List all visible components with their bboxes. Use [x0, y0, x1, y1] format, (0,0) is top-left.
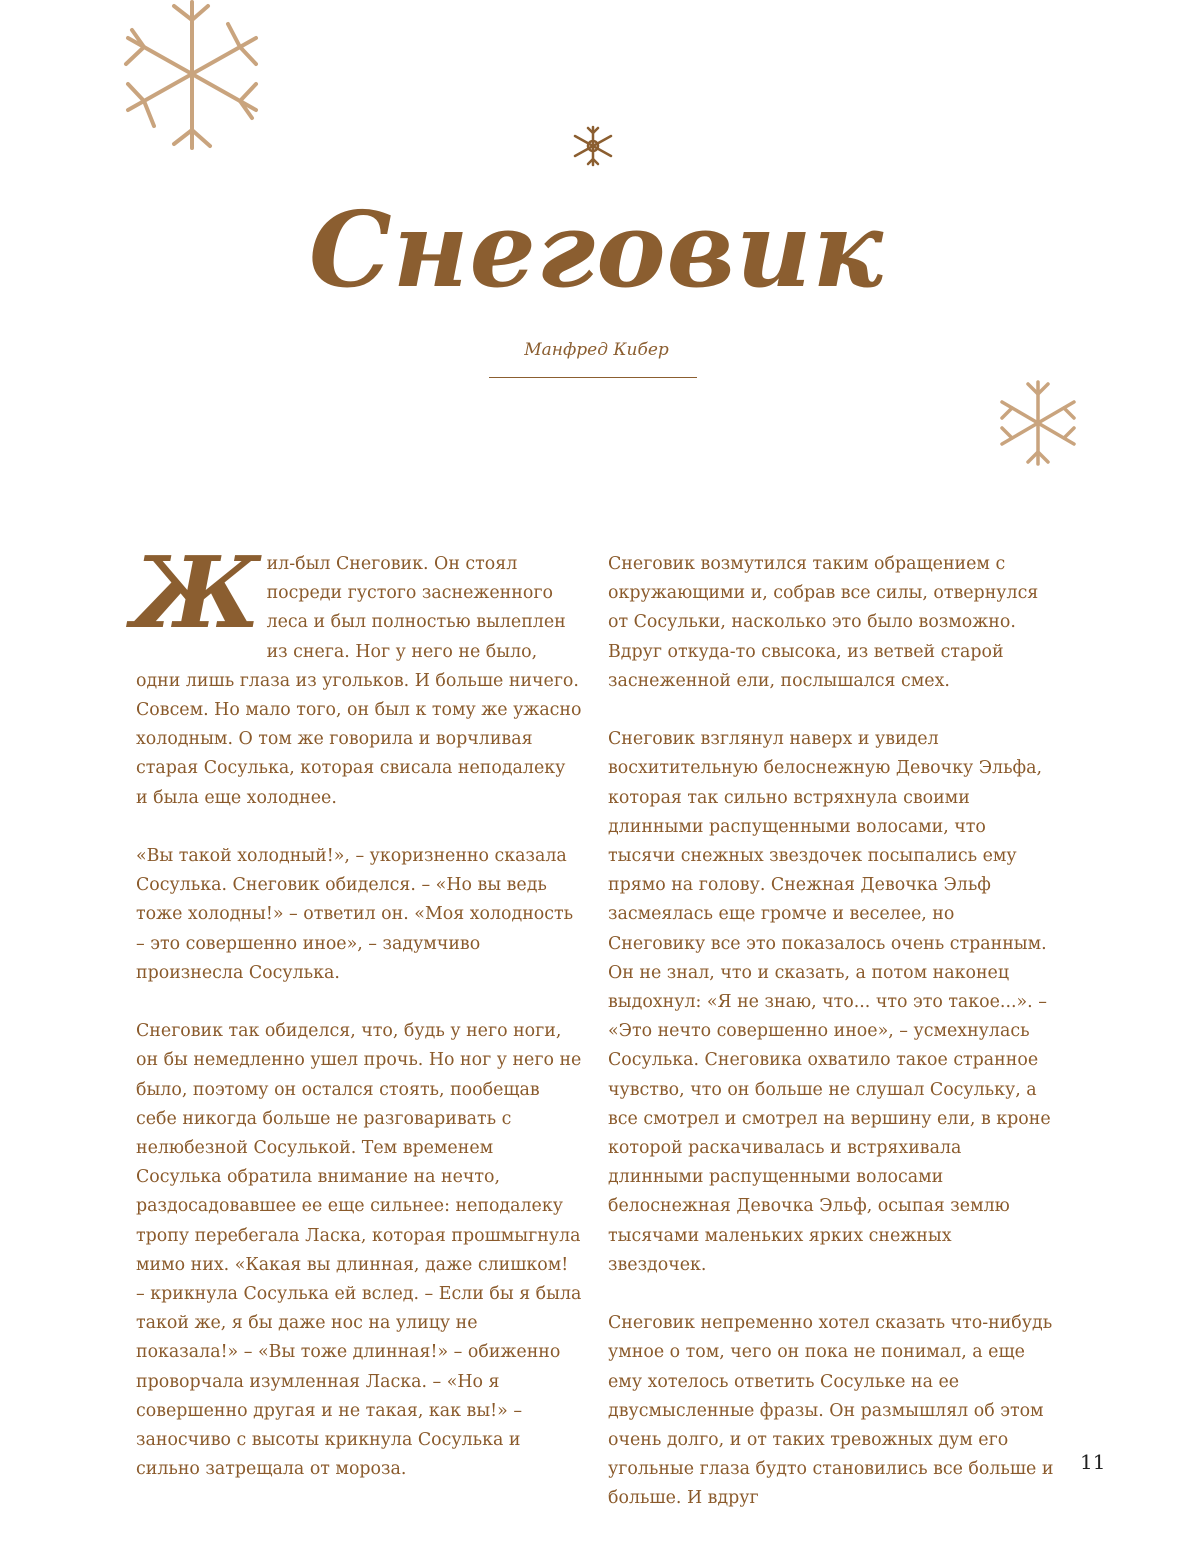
paragraph — [132, 536, 582, 813]
page-title: Снеговик — [309, 188, 884, 311]
paragraph: Снеговик так обиделся, что, будь у него ноги, он бы немедленно ушел прочь. Но ног у него не было, поэтому он остался стоять, пообещав себе никогда больше не разговаривать с нелюбезной Сосулькой. Тем временем Сосулька обратила внимание на нечто, раздосадовавшее ее еще сильнее: неподалеку тропу перебегала Ласка, которая прошмыгнула мимо них. «Какая вы длинная, даже слишком! – крикнула Сосулька ей вслед. – Если бы я была такой же, я бы даже нос на улицу не показала!» – «Вы тоже длинная!» – обиженно проворчала изумленная Ласка. – «Но я совершенно другая и не такая, как вы!» – заносчиво с высоты крикнула Сосулька и сильно затрещала от мороза. — [136, 1021, 582, 1480]
snowflake-small-icon — [998, 380, 1078, 466]
page-number: 11 — [1080, 1450, 1106, 1474]
paragraph: Снеговик возмутился таким обращением с окружающими и, собрав все силы, отвернулся от Сосульки, насколько это было возможно. Вдруг откуда-то свысока, из ветвей старой заснеженной ели, послышался смех. — [608, 554, 1039, 691]
right-column — [608, 550, 1054, 1543]
author-divider — [489, 377, 697, 378]
paragraph: Снеговик непременно хотел сказать что-нибудь умное о том, чего он пока не понимал, а еще ему хотелось ответить Сосульке на ее двусмысленные фразы. Он размышлял об этом очень долго, и от таких тревожных дум его угольные глаза будто становились все больше и больше. И вдруг — [608, 1313, 1054, 1509]
snowflake-ornament-icon — [571, 125, 615, 167]
drop-cap: Ж — [132, 536, 261, 651]
author-name: Манфред Кибер — [524, 340, 669, 360]
paragraph-text: ил-был Снеговик. Он стоял посреди густого заснеженного леса и был полностью вылеплен из снега. Ног у него не было, одни лишь глаза из угольков. И больше ничего. Совсем. Но мало того, он был к тому же ужасно холодным. О том же говорила и ворчливая старая Сосулька, которая свисала неподалеку и была еще холоднее. — [136, 554, 582, 808]
snowflake-large-icon — [122, 0, 262, 150]
paragraph: Снеговик взглянул наверх и увидел восхитительную белоснежную Девочку Эльфа, которая так сильно встряхнула своими длинными распущенными волосами, что тысячи снежных звездочек посыпались ему прямо на голову. Снежная Девочка Эльф засмеялась еще громче и веселее, но Снеговику все это показалось очень странным. Он не знал, что и сказать, а потом наконец выдохнул: «Я не знаю, что... что это такое...». – «Это нечто совершенно иное», – усмехнулась Сосулька. Снеговика охватило такое странное чувство, что он больше не слушал Сосульку, а все смотрел и смотрел на вершину ели, в кроне которой раскачивалась и встряхивала длинными распущенными волосами белоснежная Девочка Эльф, осыпая землю тысячами маленьких ярких снежных звездочек. — [608, 729, 1051, 1275]
left-column — [132, 536, 582, 1514]
paragraph: «Вы такой холодный!», – укоризненно сказала Сосулька. Снеговик обиделся. – «Но вы ведь тоже холодны!» – ответил он. «Моя холодность – это совершенно иное», – задумчиво произнесла Сосулька. — [136, 846, 574, 983]
